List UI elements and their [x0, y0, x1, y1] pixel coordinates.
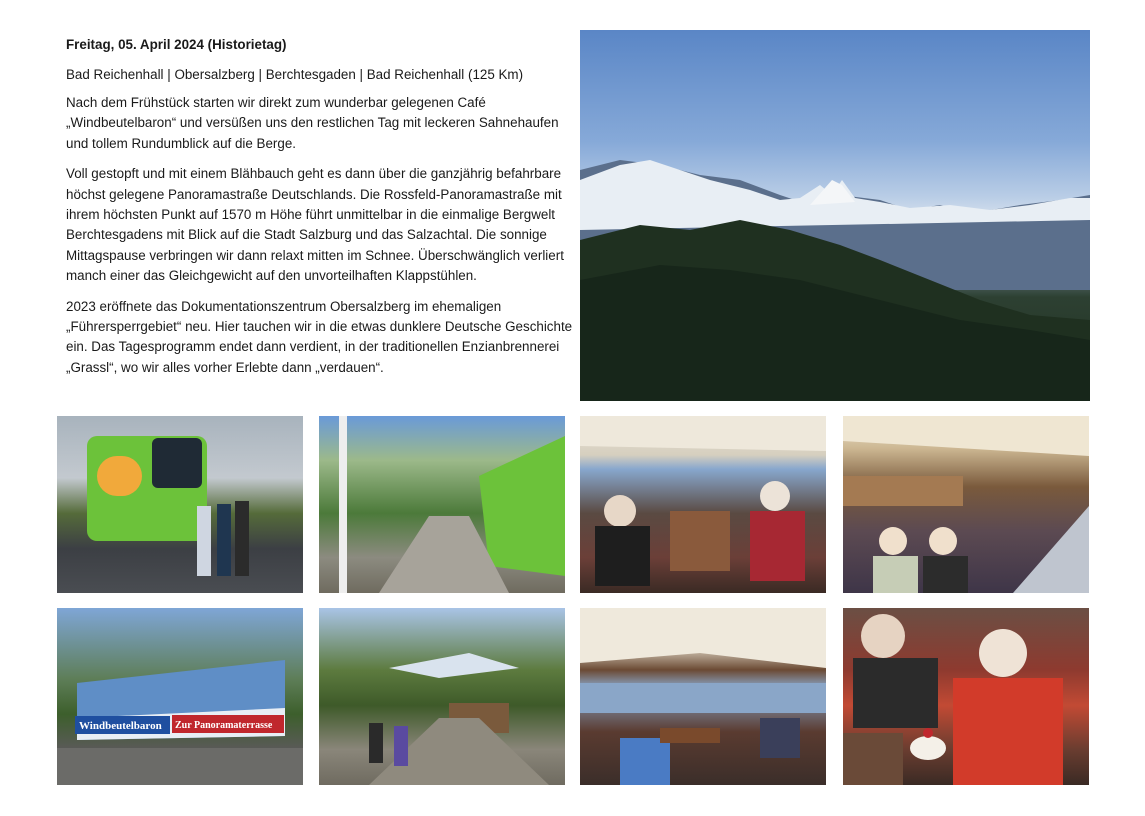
paragraph-3: 2023 eröffnete das Dokumentationszentrum Obersalzberg im ehemaligen „Führersperrgebiet“ neu. Hier tauchen wir in die etwas dunklere Deutsche Geschichte ein. Das Tagesprogramm endet dann verdient, in der traditionellen Enzianbrennerei „Grassl“, wo wir alles vorher Erlebte dann „verdauen“.: [66, 298, 573, 375]
text-block: [66, 35, 576, 388]
terrace-overview-photo: [580, 608, 826, 785]
bus-group-photo: [57, 416, 303, 593]
cream-puff-photo: [843, 608, 1089, 785]
paragraph-2: Voll gestopft und mit einem Blähbauch geht es dann über die ganzjährig befahrbare höchst gelegene Panoramastraße Deutschlands. Die Rossfeld-Panoramastraße mit ihrem höchsten Punkt auf 1570 m Höhe führt unmittelbar in die einmalige Bergwelt Berchtesgadens mit Blick auf die Stadt Salzburg und das Salzachtal. Die sonnige Mittagspause verbringen wir dann relaxt mitten im Schnee. Überschwänglich verliert manch einer das Gleichgewicht auf den unvorteilhaften Klappstühlen.: [66, 166, 564, 284]
forest-walk-photo: [319, 416, 565, 593]
paragraph-1: Nach dem Frühstück starten wir direkt zum wunderbar gelegenen Café „Windbeutelbaron“ und versüßen uns den restlichen Tag mit leckeren Sahnehaufen und tollem Rundumblick auf die Berge.: [66, 95, 559, 151]
mountain-panorama-photo: [580, 30, 1090, 401]
windbeutelbaron-sign-photo: [57, 608, 303, 785]
sign-label-windbeutelbaron: Windbeutelbaron: [79, 720, 162, 732]
route-line: Bad Reichenhall | Obersalzberg | Berchtesgaden | Bad Reichenhall (125 Km): [66, 67, 524, 82]
village-path-photo: [319, 608, 565, 785]
cafe-terrace-photo: [843, 416, 1089, 593]
terrace-lunch-photo: [580, 416, 826, 593]
date-heading: Freitag, 05. April 2024 (Historietag): [66, 37, 287, 52]
sign-label-panoramaterrasse: Zur Panoramaterrasse: [175, 720, 273, 731]
